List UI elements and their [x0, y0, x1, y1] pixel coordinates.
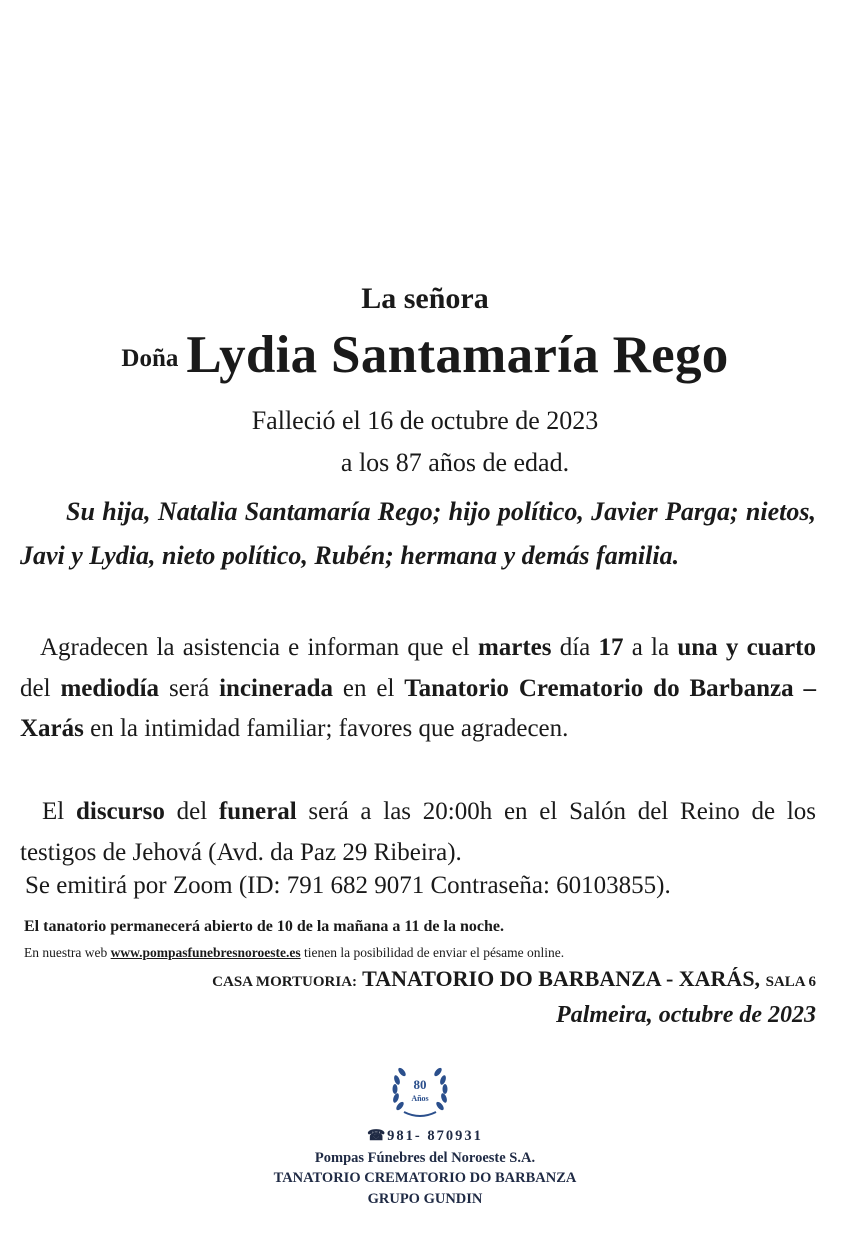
honorific: Doña: [121, 345, 179, 372]
place-date: Palmeira, octubre de 2023: [556, 1002, 816, 1028]
website-link[interactable]: www.pompasfunebresnoroeste.es: [110, 945, 301, 960]
laurel-80-years-logo: [388, 1062, 452, 1120]
zoom-info: Se emitirá por Zoom (ID: 791 682 9071 Contraseña: 60103855).: [25, 872, 671, 899]
announcement-paragraph: Agradecen la asistencia e informan que el martes día 17 a la una y cuarto del mediodía será incinerada en el Tanatorio Crematorio do Barbanza – Xarás en la intimidad familiar; favores que agradecen.: [20, 634, 817, 742]
opening-hours: El tanatorio permanecerá abierto de 10 de la mañana a 11 de la noche.: [24, 918, 504, 935]
house-room: SALA 6: [765, 974, 816, 990]
deceased-name: Lydia Santamaría Rego: [186, 326, 729, 384]
group-name: GRUPO GUNDIN: [367, 1191, 483, 1207]
salutation: La señora: [361, 282, 489, 315]
phone-number: 981- 870931: [387, 1128, 483, 1144]
family-list: Su hija, Natalia Santamaría Rego; hijo político, Javier Parga; nietos, Javi y Lydia, nieto político, Rubén; hermana y demás familia.: [20, 497, 816, 570]
death-date: Falleció el 16 de octubre de 2023: [251, 406, 599, 435]
discourse-paragraph: El discurso del funeral será a las 20:00h en el Salón del Reino de los testigos de Jehová (Avd. da Paz 29 Ribeira).: [20, 798, 817, 866]
house-label: CASA MORTUORIA:: [212, 974, 358, 990]
logo-word: Años: [411, 1094, 429, 1103]
web-condolence-line: En nuestra web www.pompasfunebresnoroeste.es tienen la posibilidad de enviar el pésame online.: [24, 945, 565, 960]
deceased-name-line: [0, 325, 850, 385]
portrait-photo: [325, 8, 525, 270]
funeral-home: [212, 966, 816, 992]
house-name: TANATORIO DO BARBANZA - XARÁS,: [362, 966, 761, 991]
logo-number: 80: [413, 1077, 427, 1092]
phone-icon: ☎: [367, 1128, 388, 1144]
crematorium-name: TANATORIO CREMATORIO DO BARBANZA: [273, 1170, 577, 1186]
company-name: Pompas Fúnebres del Noroeste S.A.: [314, 1150, 536, 1166]
phone-line: [0, 1128, 850, 1145]
age-line: a los 87 años de edad.: [340, 448, 570, 477]
